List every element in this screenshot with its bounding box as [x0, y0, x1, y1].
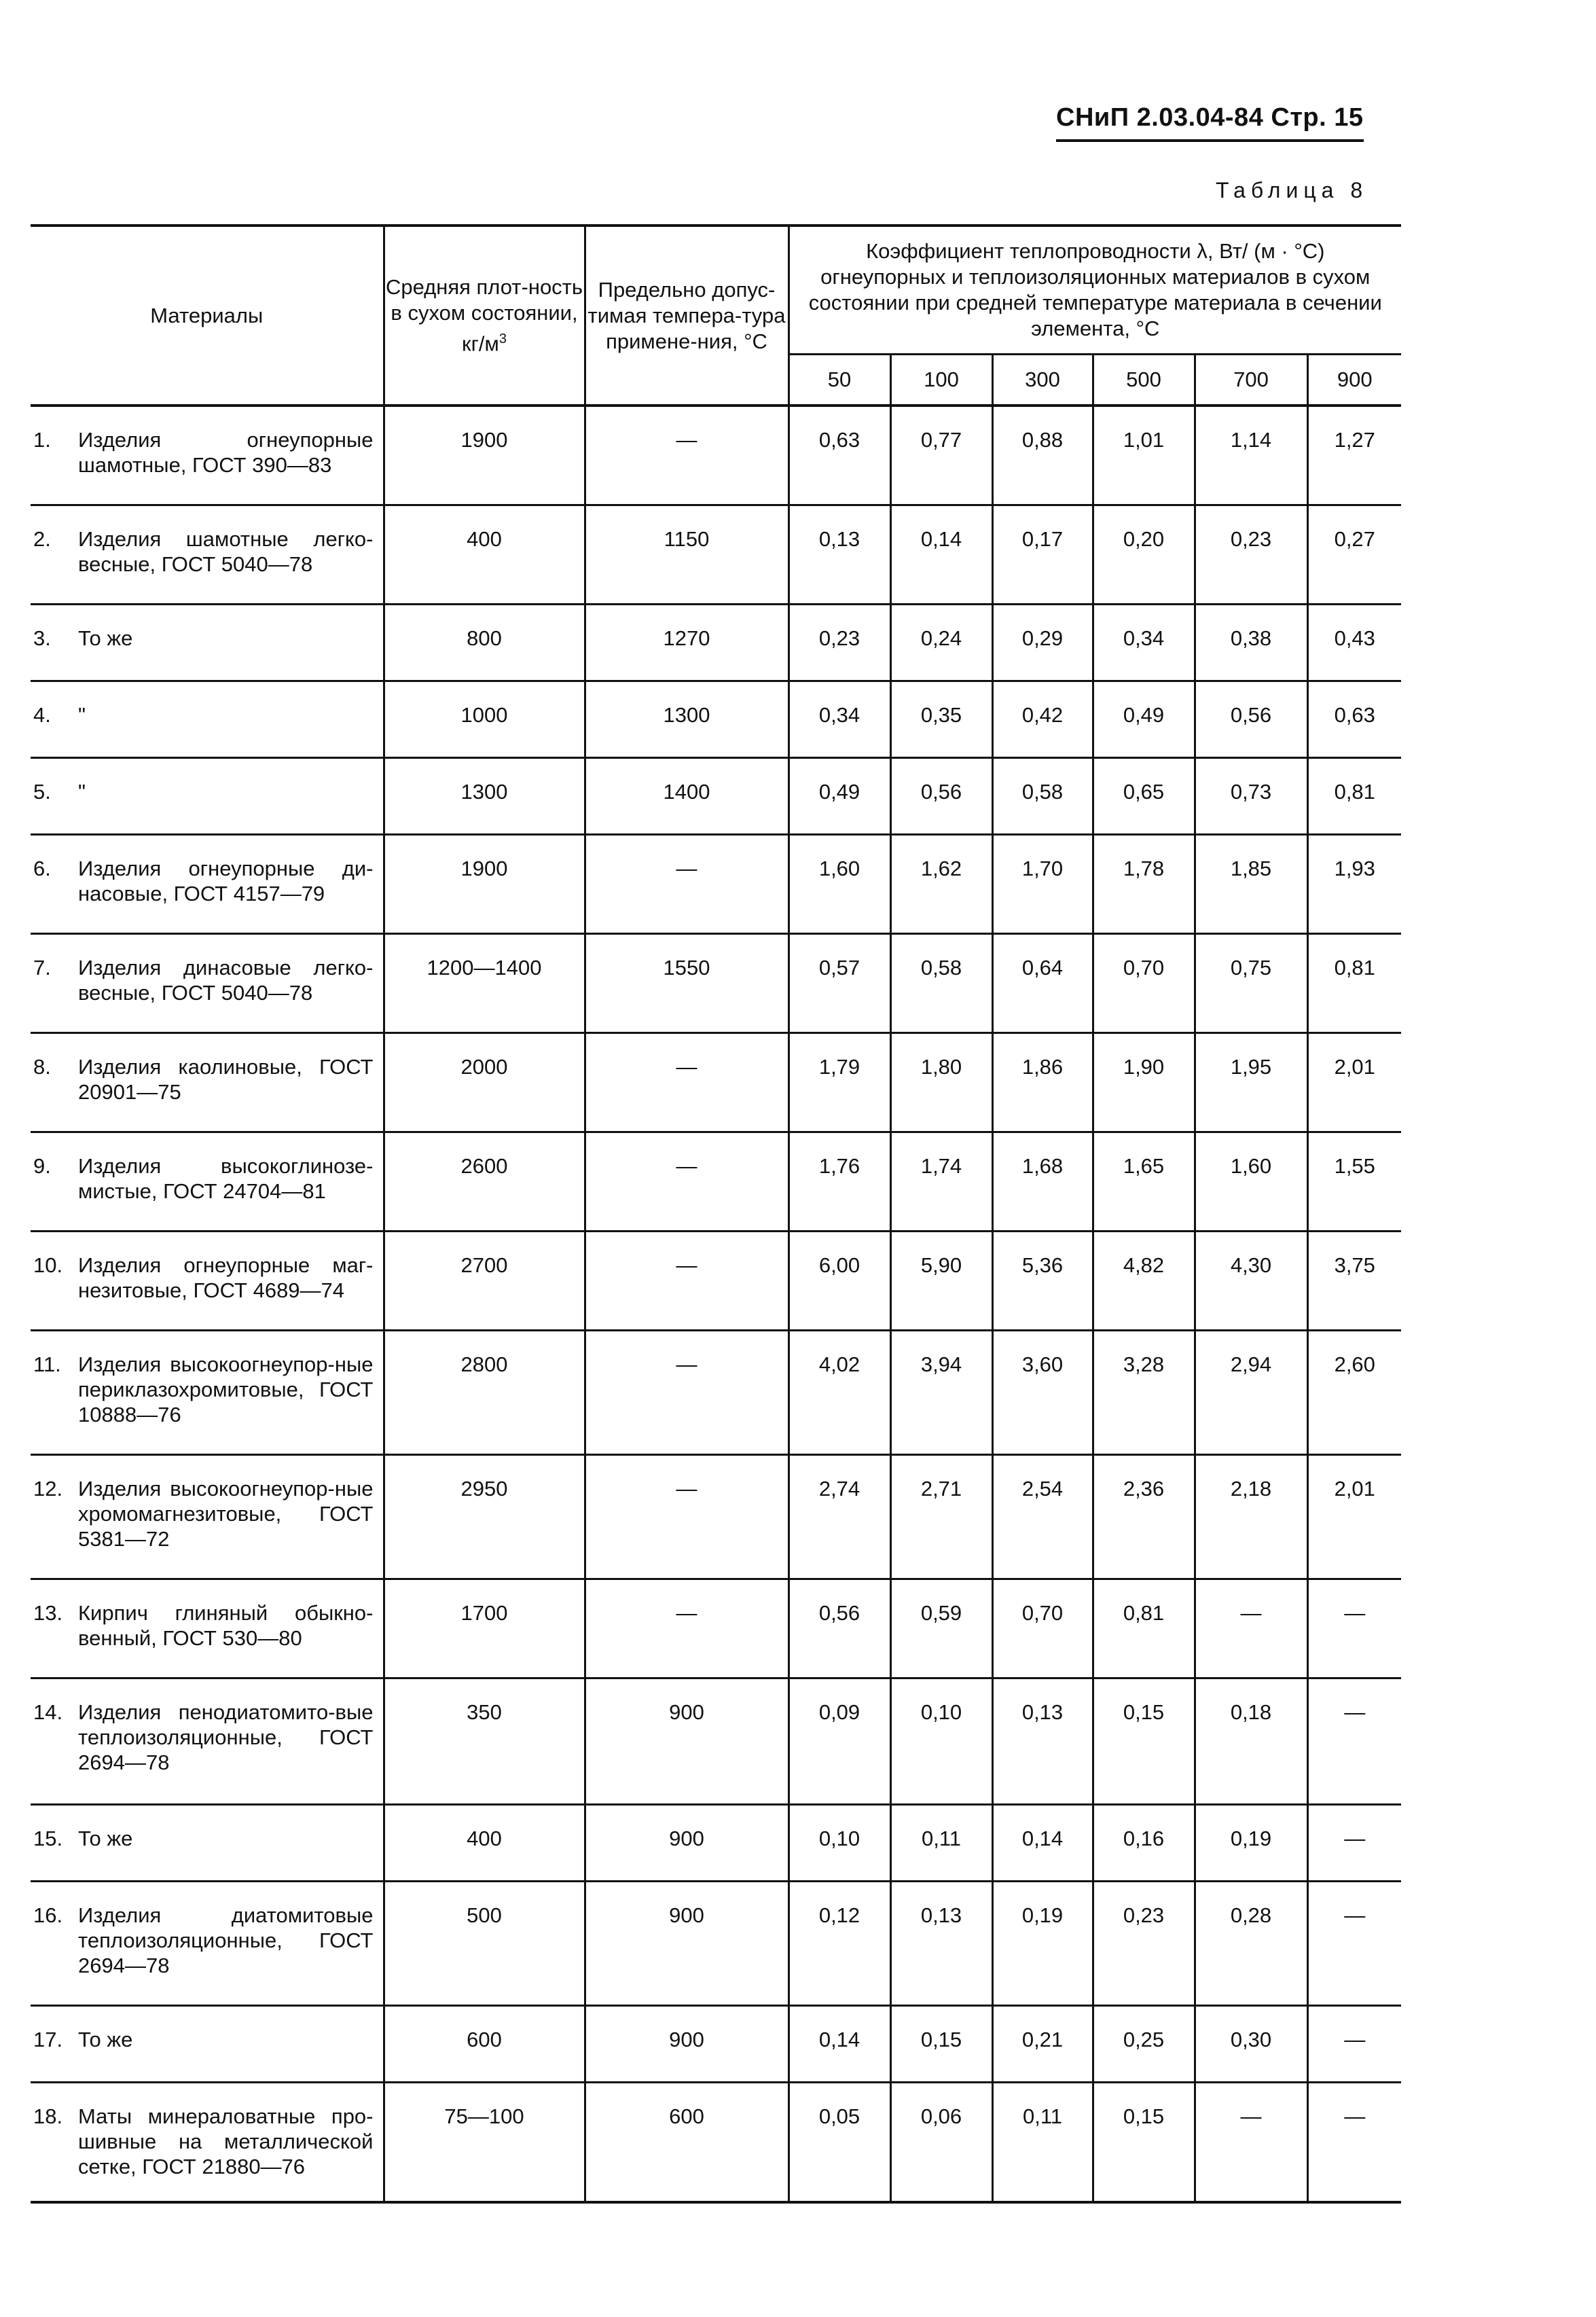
- table-body: [31, 406, 1401, 2202]
- density-cell: 1300: [384, 758, 585, 835]
- coef-cell-900: —: [1307, 2083, 1401, 2203]
- coef-cell-500: 0,20: [1093, 505, 1195, 605]
- coef-cell-100: 1,62: [890, 835, 992, 934]
- conductivity-table: [31, 224, 1401, 2204]
- coef-cell-100: 0,15: [890, 2006, 992, 2083]
- coef-cell-300: 0,70: [992, 1579, 1093, 1678]
- coef-cell-700: —: [1195, 1579, 1307, 1678]
- coef-cell-700: 2,18: [1195, 1455, 1307, 1579]
- max-temp-cell: 1270: [585, 605, 788, 681]
- coef-cell-500: 0,23: [1093, 1882, 1195, 2006]
- coef-cell-500: 1,78: [1093, 835, 1195, 934]
- coef-cell-50: 0,34: [788, 681, 890, 758]
- row-number: 3.: [33, 626, 51, 650]
- table-row: [31, 1579, 1401, 1678]
- table-row: [31, 681, 1401, 758]
- coef-cell-50: 4,02: [788, 1331, 890, 1455]
- table-row: [31, 2006, 1401, 2083]
- row-number: 12.: [33, 1477, 63, 1501]
- coef-cell-500: 0,34: [1093, 605, 1195, 681]
- coef-cell-500: 1,90: [1093, 1033, 1195, 1132]
- density-cell: 1900: [384, 835, 585, 934]
- density-cell: 400: [384, 1805, 585, 1882]
- row-number: 1.: [33, 428, 51, 452]
- row-number: 4.: [33, 703, 51, 727]
- coef-cell-50: 0,14: [788, 2006, 890, 2083]
- table-header: [31, 226, 1401, 406]
- material-name: Изделия каолиновые, ГОСТ 20901—75: [78, 1055, 374, 1104]
- coef-cell-500: 0,49: [1093, 681, 1195, 758]
- density-cell: 400: [384, 505, 585, 605]
- header-temp-100: 100: [890, 355, 992, 406]
- density-cell: 1200—1400: [384, 934, 585, 1033]
- coef-cell-300: 0,21: [992, 2006, 1093, 2083]
- table-row: [31, 758, 1401, 835]
- table-row: [31, 1678, 1401, 1805]
- row-number: 5.: [33, 780, 51, 804]
- max-temp-cell: —: [585, 835, 788, 934]
- coef-cell-300: 0,42: [992, 681, 1093, 758]
- table-label: Таблица 8: [1216, 178, 1368, 202]
- coef-cell-900: —: [1307, 2006, 1401, 2083]
- coef-cell-700: —: [1195, 2083, 1307, 2203]
- coef-cell-300: 1,68: [992, 1132, 1093, 1232]
- max-temp-cell: 900: [585, 1882, 788, 2006]
- header-temp-50: 50: [788, 355, 890, 406]
- max-temp-cell: 900: [585, 1678, 788, 1805]
- coef-cell-500: 0,15: [1093, 2083, 1195, 2203]
- table-row: [31, 505, 1401, 605]
- coef-cell-300: 3,60: [992, 1331, 1093, 1455]
- coef-cell-50: 0,13: [788, 505, 890, 605]
- coef-cell-900: —: [1307, 1805, 1401, 1882]
- coef-cell-100: 0,59: [890, 1579, 992, 1678]
- max-temp-cell: 1550: [585, 934, 788, 1033]
- coef-cell-500: 0,15: [1093, 1678, 1195, 1805]
- max-temp-cell: —: [585, 1579, 788, 1678]
- header-temp-300: 300: [992, 355, 1093, 406]
- coef-cell-300: 1,86: [992, 1033, 1093, 1132]
- coef-cell-900: 3,75: [1307, 1232, 1401, 1331]
- coef-cell-900: 2,01: [1307, 1033, 1401, 1132]
- material-name: Изделия диатомитовые теплоизоляционные, ГОСТ 2694—78: [78, 1903, 374, 1977]
- coef-cell-300: 0,88: [992, 406, 1093, 505]
- coef-cell-100: 0,11: [890, 1805, 992, 1882]
- coef-cell-700: 0,19: [1195, 1805, 1307, 1882]
- coef-cell-100: 1,74: [890, 1132, 992, 1232]
- density-cell: 2600: [384, 1132, 585, 1232]
- coef-cell-50: 2,74: [788, 1455, 890, 1579]
- coef-cell-700: 2,94: [1195, 1331, 1307, 1455]
- table-row: [31, 1882, 1401, 2006]
- coef-cell-100: 0,13: [890, 1882, 992, 2006]
- coef-cell-50: 1,60: [788, 835, 890, 934]
- max-temp-cell: 600: [585, 2083, 788, 2203]
- coef-cell-300: 2,54: [992, 1455, 1093, 1579]
- density-cell: 1000: [384, 681, 585, 758]
- coef-cell-900: —: [1307, 1579, 1401, 1678]
- coef-cell-500: 0,25: [1093, 2006, 1195, 2083]
- table-row: [31, 1455, 1401, 1579]
- coef-cell-300: 0,29: [992, 605, 1093, 681]
- coef-cell-500: 2,36: [1093, 1455, 1195, 1579]
- max-temp-cell: —: [585, 1132, 788, 1232]
- material-name: ": [78, 703, 86, 727]
- coef-cell-900: —: [1307, 1678, 1401, 1805]
- max-temp-cell: —: [585, 1033, 788, 1132]
- header-temp-900: 900: [1307, 355, 1401, 406]
- coef-cell-50: 6,00: [788, 1232, 890, 1331]
- material-name: То же: [78, 1827, 133, 1850]
- max-temp-cell: 900: [585, 1805, 788, 1882]
- row-number: 9.: [33, 1154, 51, 1178]
- coef-cell-700: 0,30: [1195, 2006, 1307, 2083]
- table-row: [31, 605, 1401, 681]
- coef-cell-50: 0,10: [788, 1805, 890, 1882]
- max-temp-cell: 1400: [585, 758, 788, 835]
- row-number: 17.: [33, 2028, 63, 2051]
- row-number: 18.: [33, 2104, 63, 2128]
- table-row: [31, 1132, 1401, 1232]
- coef-cell-100: 0,24: [890, 605, 992, 681]
- density-cell: 75—100: [384, 2083, 585, 2203]
- table-row: [31, 2083, 1401, 2203]
- coef-cell-700: 0,73: [1195, 758, 1307, 835]
- row-number: 10.: [33, 1253, 63, 1277]
- max-temp-cell: 1150: [585, 505, 788, 605]
- coef-cell-100: 3,94: [890, 1331, 992, 1455]
- coef-cell-900: 2,60: [1307, 1331, 1401, 1455]
- coef-cell-50: 1,76: [788, 1132, 890, 1232]
- density-cell: 2950: [384, 1455, 585, 1579]
- coef-cell-700: 0,23: [1195, 505, 1307, 605]
- max-temp-cell: —: [585, 1455, 788, 1579]
- coef-cell-900: 2,01: [1307, 1455, 1401, 1579]
- coef-cell-100: 2,71: [890, 1455, 992, 1579]
- row-number: 16.: [33, 1903, 63, 1927]
- coef-cell-500: 1,65: [1093, 1132, 1195, 1232]
- coef-cell-300: 0,64: [992, 934, 1093, 1033]
- coef-cell-50: 0,57: [788, 934, 890, 1033]
- coef-cell-100: 1,80: [890, 1033, 992, 1132]
- coef-cell-700: 0,38: [1195, 605, 1307, 681]
- coef-cell-500: 0,65: [1093, 758, 1195, 835]
- coef-cell-500: 1,01: [1093, 406, 1195, 505]
- coef-cell-300: 0,17: [992, 505, 1093, 605]
- coef-cell-50: 0,49: [788, 758, 890, 835]
- material-name: Кирпич глиняный обыкно-венный, ГОСТ 530—80: [78, 1601, 374, 1650]
- coef-cell-500: 0,70: [1093, 934, 1195, 1033]
- row-number: 8.: [33, 1055, 51, 1079]
- coef-cell-100: 0,10: [890, 1678, 992, 1805]
- coef-cell-50: 0,09: [788, 1678, 890, 1805]
- table-row: [31, 934, 1401, 1033]
- material-name: Изделия динасовые легко-весные, ГОСТ 5040—78: [78, 956, 374, 1005]
- row-number: 6.: [33, 857, 51, 880]
- coef-cell-300: 0,11: [992, 2083, 1093, 2203]
- material-name: Изделия огнеупорные маг-незитовые, ГОСТ 4689—74: [78, 1253, 374, 1302]
- coef-cell-300: 5,36: [992, 1232, 1093, 1331]
- material-name: Изделия высокоогнеупор-ные хромомагнезитовые, ГОСТ 5381—72: [78, 1477, 374, 1551]
- material-name: ": [78, 780, 86, 804]
- coef-cell-700: 0,28: [1195, 1882, 1307, 2006]
- coef-cell-900: 0,63: [1307, 681, 1401, 758]
- material-name: Изделия пенодиатомито-вые теплоизоляционные, ГОСТ 2694—78: [78, 1700, 374, 1774]
- coef-cell-500: 0,16: [1093, 1805, 1195, 1882]
- material-name: Маты минераловатные про-шивные на металлической сетке, ГОСТ 21880—76: [78, 2104, 374, 2178]
- table-row: [31, 406, 1401, 505]
- coef-cell-300: 0,13: [992, 1678, 1093, 1805]
- density-cell: 800: [384, 605, 585, 681]
- coef-cell-900: 1,55: [1307, 1132, 1401, 1232]
- coef-cell-900: 0,27: [1307, 505, 1401, 605]
- material-name: То же: [78, 2028, 133, 2051]
- coef-cell-700: 1,60: [1195, 1132, 1307, 1232]
- max-temp-cell: —: [585, 1232, 788, 1331]
- coef-cell-900: 1,27: [1307, 406, 1401, 505]
- material-name: Изделия огнеупорные ди-насовые, ГОСТ 4157—79: [78, 857, 374, 905]
- table-row: [31, 1331, 1401, 1455]
- coef-cell-700: 1,95: [1195, 1033, 1307, 1132]
- coef-cell-700: 1,85: [1195, 835, 1307, 934]
- max-temp-cell: —: [585, 406, 788, 505]
- coef-cell-300: 0,19: [992, 1882, 1093, 2006]
- max-temp-cell: 1300: [585, 681, 788, 758]
- header-coefficient: Коэффициент теплопроводности λ, Вт/ (м · °С) огнеупорных и теплоизоляционных материалов в сухом состоянии при средней температуре материала в сечении элемента, °С: [788, 226, 1401, 355]
- coef-cell-900: 0,43: [1307, 605, 1401, 681]
- coef-cell-900: 0,81: [1307, 934, 1401, 1033]
- row-number: 13.: [33, 1601, 63, 1625]
- material-name: Изделия огнеупорные шамотные, ГОСТ 390—83: [78, 428, 374, 477]
- coef-cell-700: 0,75: [1195, 934, 1307, 1033]
- coef-cell-100: 0,14: [890, 505, 992, 605]
- material-name: То же: [78, 626, 133, 650]
- material-name: Изделия высокоглинозе-мистые, ГОСТ 24704—81: [78, 1154, 374, 1203]
- coef-cell-50: 1,79: [788, 1033, 890, 1132]
- header-density: Средняя плот-ность в сухом состоянии, $кг/м^3$: [384, 226, 585, 406]
- coef-cell-500: 4,82: [1093, 1232, 1195, 1331]
- coef-cell-900: —: [1307, 1882, 1401, 2006]
- coef-cell-300: 0,58: [992, 758, 1093, 835]
- row-number: 2.: [33, 527, 51, 551]
- coef-cell-100: 0,06: [890, 2083, 992, 2203]
- coef-cell-50: 0,05: [788, 2083, 890, 2203]
- material-name: Изделия шамотные легко-весные, ГОСТ 5040—78: [78, 527, 374, 576]
- header-temp-500: 500: [1093, 355, 1195, 406]
- coef-cell-700: 0,56: [1195, 681, 1307, 758]
- coef-cell-100: 0,56: [890, 758, 992, 835]
- header-temp-700: 700: [1195, 355, 1307, 406]
- row-number: 14.: [33, 1700, 63, 1724]
- coef-cell-500: 0,81: [1093, 1579, 1195, 1678]
- density-cell: 500: [384, 1882, 585, 2006]
- density-cell: 600: [384, 2006, 585, 2083]
- max-temp-cell: 900: [585, 2006, 788, 2083]
- coef-cell-100: 5,90: [890, 1232, 992, 1331]
- coef-cell-100: 0,77: [890, 406, 992, 505]
- row-number: 7.: [33, 956, 51, 980]
- header-material: Материалы: [31, 226, 384, 406]
- table-row: [31, 1232, 1401, 1331]
- table-row: [31, 835, 1401, 934]
- coef-cell-50: 0,23: [788, 605, 890, 681]
- coef-cell-900: 1,93: [1307, 835, 1401, 934]
- density-cell: 350: [384, 1678, 585, 1805]
- coef-cell-300: 0,14: [992, 1805, 1093, 1882]
- density-cell: 1900: [384, 406, 585, 505]
- table-row: [31, 1033, 1401, 1132]
- coef-cell-100: 0,58: [890, 934, 992, 1033]
- header-max-temp: Предельно допус-тимая темпера-тура примене-ния, °С: [585, 226, 788, 406]
- density-cell: 1700: [384, 1579, 585, 1678]
- material-name: Изделия высокоогнеупор-ные периклазохромитовые, ГОСТ 10888—76: [78, 1352, 374, 1426]
- density-cell: 2700: [384, 1232, 585, 1331]
- coef-cell-700: 4,30: [1195, 1232, 1307, 1331]
- coef-cell-700: 1,14: [1195, 406, 1307, 505]
- row-number: 15.: [33, 1827, 63, 1850]
- coef-cell-50: 0,12: [788, 1882, 890, 2006]
- max-temp-cell: —: [585, 1331, 788, 1455]
- coef-cell-300: 1,70: [992, 835, 1093, 934]
- table-row: [31, 1805, 1401, 1882]
- density-cell: 2000: [384, 1033, 585, 1132]
- row-number: 11.: [33, 1352, 61, 1376]
- page-header: СНиП 2.03.04-84 Стр. 15: [1056, 103, 1364, 142]
- coef-cell-900: 0,81: [1307, 758, 1401, 835]
- coef-cell-500: 3,28: [1093, 1331, 1195, 1455]
- coef-cell-50: 0,63: [788, 406, 890, 505]
- density-cell: 2800: [384, 1331, 585, 1455]
- coef-cell-700: 0,18: [1195, 1678, 1307, 1805]
- coef-cell-50: 0,56: [788, 1579, 890, 1678]
- coef-cell-100: 0,35: [890, 681, 992, 758]
